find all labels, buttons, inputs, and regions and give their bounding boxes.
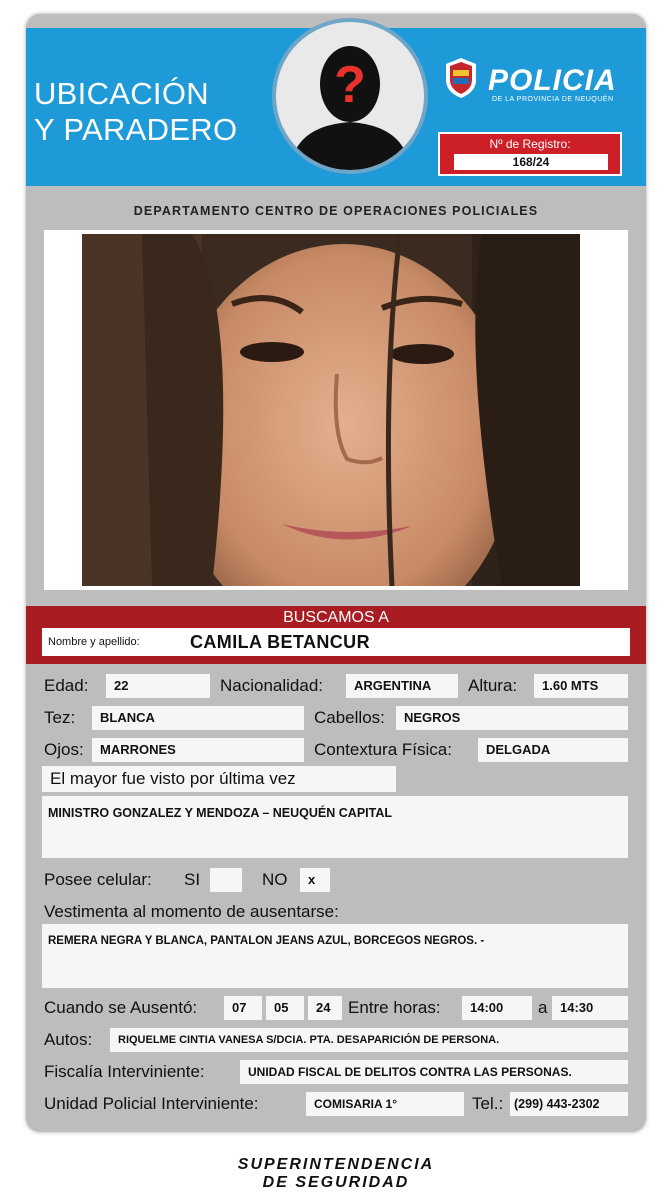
name-value: CAMILA BETANCUR [190,632,370,652]
footer-line2: DE SEGURIDAD [262,1174,410,1191]
police-logo-subtext: DE LA PROVINCIA DE NEUQUÉN [492,96,614,103]
last-seen-value: MINISTRO GONZALEZ Y MENDOZA – NEUQUÉN CAPITAL [42,796,628,858]
tez-value: BLANCA [92,706,304,730]
altura-value: 1.60 MTS [534,674,628,698]
search-title: BUSCAMOS A [283,609,389,626]
hours-to: 14:30 [552,996,628,1020]
nacionalidad-label: Nacionalidad: [220,676,324,695]
registro-label: Nº de Registro: [489,137,571,151]
contextura-value: DELGADA [478,738,628,762]
hours-from: 14:00 [462,996,532,1020]
cabellos-label: Cabellos: [314,708,385,727]
header-title-line1: UBICACIÓN [34,76,209,111]
phone-no-box: x [300,868,330,892]
unidad-label: Unidad Policial Interviniente: [44,1094,259,1113]
police-logo-text: POLICIA [488,64,617,97]
footer-agency [0,1156,672,1192]
header-title-line2: Y PARADERO [34,112,238,147]
registro-value: 168/24 [454,154,608,170]
contextura-label: Contextura Física: [314,740,452,759]
cabellos-value: NEGROS [396,706,628,730]
absence-label: Cuando se Ausentó: [44,998,198,1017]
edad-value: 22 [106,674,210,698]
nacionalidad-value: ARGENTINA [346,674,458,698]
ojos-label: Ojos: [44,740,84,759]
header-title [34,76,237,148]
autos-label: Autos: [44,1030,93,1049]
absence-year: 24 [308,996,342,1020]
edad-label: Edad: [44,676,89,695]
phone-label: Posee celular: [44,870,152,889]
hours-label: Entre horas: [348,998,441,1017]
name-label: Nombre y apellido: [48,636,140,648]
person-photo [82,234,580,586]
footer-line1: SUPERINTENDENCIA [237,1156,435,1173]
fiscalia-value: UNIDAD FISCAL DE DELITOS CONTRA LAS PERSONAS. [240,1060,628,1084]
phone-si-label: SI [184,870,201,889]
absence-month: 05 [266,996,304,1020]
phone-si-box [210,868,242,892]
tez-label: Tez: [44,708,76,727]
police-shield-icon [444,56,478,100]
autos-value: RIQUELME CINTIA VANESA S/DCIA. PTA. DESAPARICIÓN DE PERSONA. [110,1028,628,1052]
unidad-value: COMISARIA 1° [306,1092,464,1116]
last-seen-label: El mayor fue visto por última vez [42,766,396,792]
name-field [42,628,630,656]
hours-a-label: a [538,998,548,1017]
registro-box [438,132,622,176]
ojos-value: MARRONES [92,738,304,762]
missing-person-card [26,14,646,1132]
unknown-person-question-icon [272,18,428,174]
clothing-label: Vestimenta al momento de ausentarse: [44,902,339,921]
department-title: DEPARTAMENTO CENTRO DE OPERACIONES POLICIALES [133,204,539,218]
absence-day: 07 [224,996,262,1020]
photo-frame [44,230,628,590]
fiscalia-label: Fiscalía Interviniente: [44,1062,205,1081]
clothing-value: REMERA NEGRA Y BLANCA, PANTALON JEANS AZUL, BORCEGOS NEGROS. - [42,924,628,988]
tel-label: Tel.: [472,1094,504,1113]
svg-text:?: ? [334,56,366,114]
phone-no-label: NO [262,870,288,889]
search-banner [26,606,646,664]
altura-label: Altura: [468,676,518,695]
tel-value: (299) 443-2302 [510,1092,628,1116]
